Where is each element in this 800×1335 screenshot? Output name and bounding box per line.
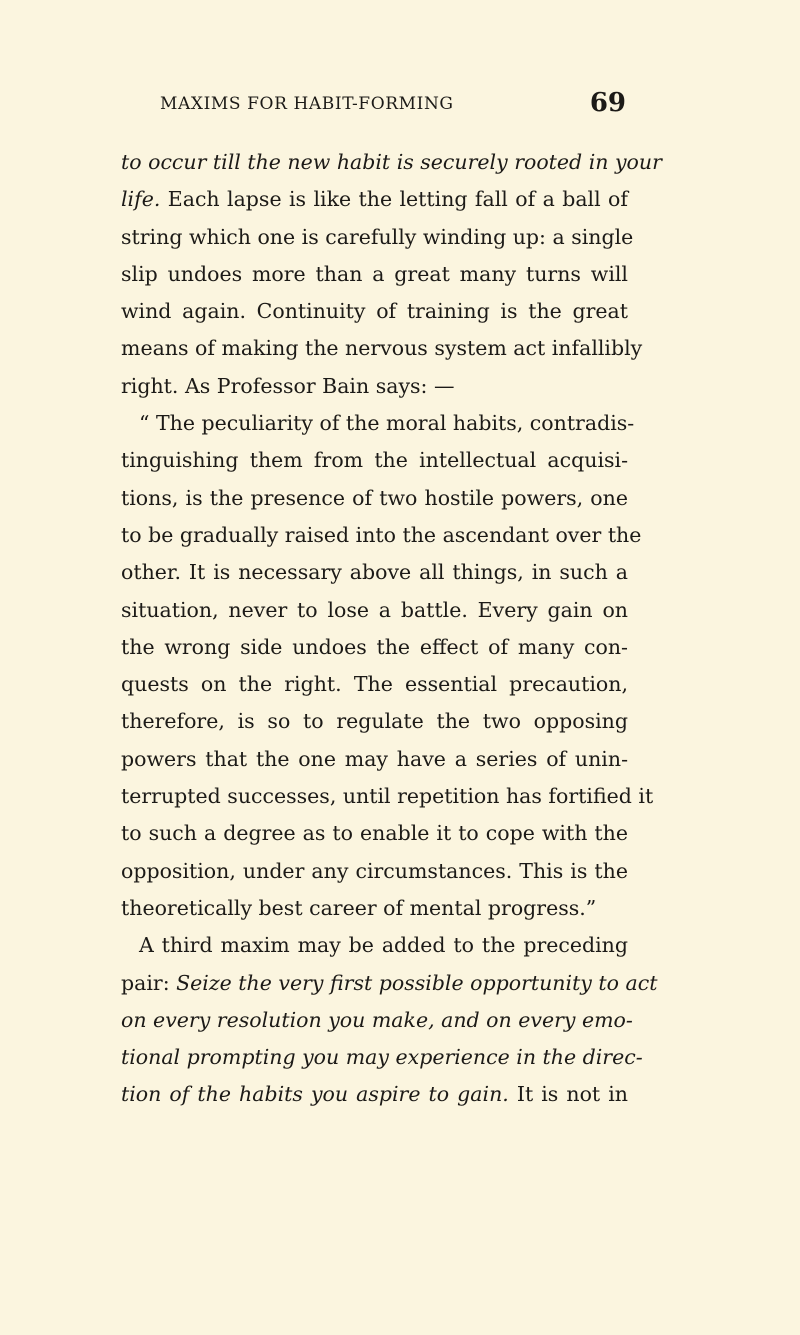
text-line bbox=[121, 368, 628, 405]
italic-text: life. bbox=[121, 187, 161, 212]
text-segment: quests on the right. The essential precaution, bbox=[121, 672, 628, 697]
text-line bbox=[121, 219, 634, 256]
text-line bbox=[121, 741, 628, 778]
text-segment: to such a degree as to enable it to cope with the bbox=[121, 821, 628, 846]
text-line bbox=[121, 703, 628, 740]
text-segment: “ The peculiarity of the moral habits, contradis- bbox=[139, 411, 635, 436]
text-segment: to be gradually raised into the ascendant over the bbox=[121, 522, 642, 547]
text-line bbox=[121, 517, 642, 554]
text-segment: It is not in bbox=[508, 1082, 628, 1107]
text-line bbox=[121, 330, 643, 367]
italic-text: to occur till the new habit is securely rooted in your bbox=[121, 150, 662, 174]
text-line bbox=[121, 965, 658, 1002]
text-line bbox=[121, 442, 628, 479]
text-line bbox=[121, 815, 628, 852]
running-title: MAXIMS FOR HABIT-FORMING bbox=[160, 94, 454, 114]
text-segment: tinguishing them from the intellectual acquisi- bbox=[121, 448, 628, 473]
text-line bbox=[121, 480, 628, 517]
italic-text: on every resolution you make, and on every emo- bbox=[121, 1007, 633, 1032]
italic-text: tion of the habits you aspire to gain. bbox=[121, 1082, 509, 1107]
text-line bbox=[121, 592, 628, 629]
text-line bbox=[121, 1002, 633, 1039]
text-segment: right. As Professor Bain says: — bbox=[121, 373, 455, 398]
text-segment: A third maxim may be added to the preceding bbox=[139, 933, 628, 958]
italic-text: tional prompting you may experience in the direc- bbox=[121, 1045, 643, 1070]
text-segment: pair: bbox=[121, 970, 177, 995]
text-line bbox=[121, 554, 628, 591]
text-line bbox=[121, 778, 654, 815]
text-segment: Each lapse is like the letting fall of a ball of bbox=[160, 187, 628, 212]
text-line bbox=[121, 293, 628, 330]
page-number: 69 bbox=[589, 88, 626, 118]
running-head bbox=[160, 88, 626, 128]
text-line bbox=[121, 629, 628, 666]
text-segment: slip undoes more than a great many turns will bbox=[121, 261, 628, 286]
text-line bbox=[121, 144, 662, 181]
text-segment: tions, is the presence of two hostile powers, one bbox=[121, 485, 628, 510]
text-segment: terrupted successes, until repetition has fortified it bbox=[121, 784, 654, 809]
text-segment: string which one is carefully winding up: a single bbox=[121, 224, 634, 249]
text-line bbox=[121, 405, 635, 442]
text-line bbox=[121, 256, 628, 293]
text-segment: opposition, under any circumstances. This is the bbox=[121, 858, 628, 883]
text-line bbox=[121, 1039, 643, 1076]
text-line bbox=[121, 1076, 628, 1113]
text-segment: therefore, is so to regulate the two opposing bbox=[121, 709, 628, 734]
text-segment: other. It is necessary above all things, in such a bbox=[121, 560, 628, 585]
text-line bbox=[121, 666, 628, 703]
text-segment: wind again. Continuity of training is the great bbox=[121, 299, 628, 324]
text-segment: means of making the nervous system act infallibly bbox=[121, 336, 643, 361]
text-line bbox=[121, 927, 628, 964]
text-segment: theoretically best career of mental progress.” bbox=[121, 895, 597, 920]
text-segment: the wrong side undoes the effect of many con- bbox=[121, 634, 628, 659]
body-text bbox=[121, 144, 662, 1114]
text-line bbox=[121, 853, 628, 890]
italic-text: Seize the very first possible opportunity to act bbox=[176, 970, 658, 995]
text-segment: situation, never to lose a battle. Every gain on bbox=[121, 597, 628, 622]
text-segment: powers that the one may have a series of unin- bbox=[121, 746, 628, 771]
text-line bbox=[121, 181, 628, 218]
text-line bbox=[121, 890, 628, 927]
